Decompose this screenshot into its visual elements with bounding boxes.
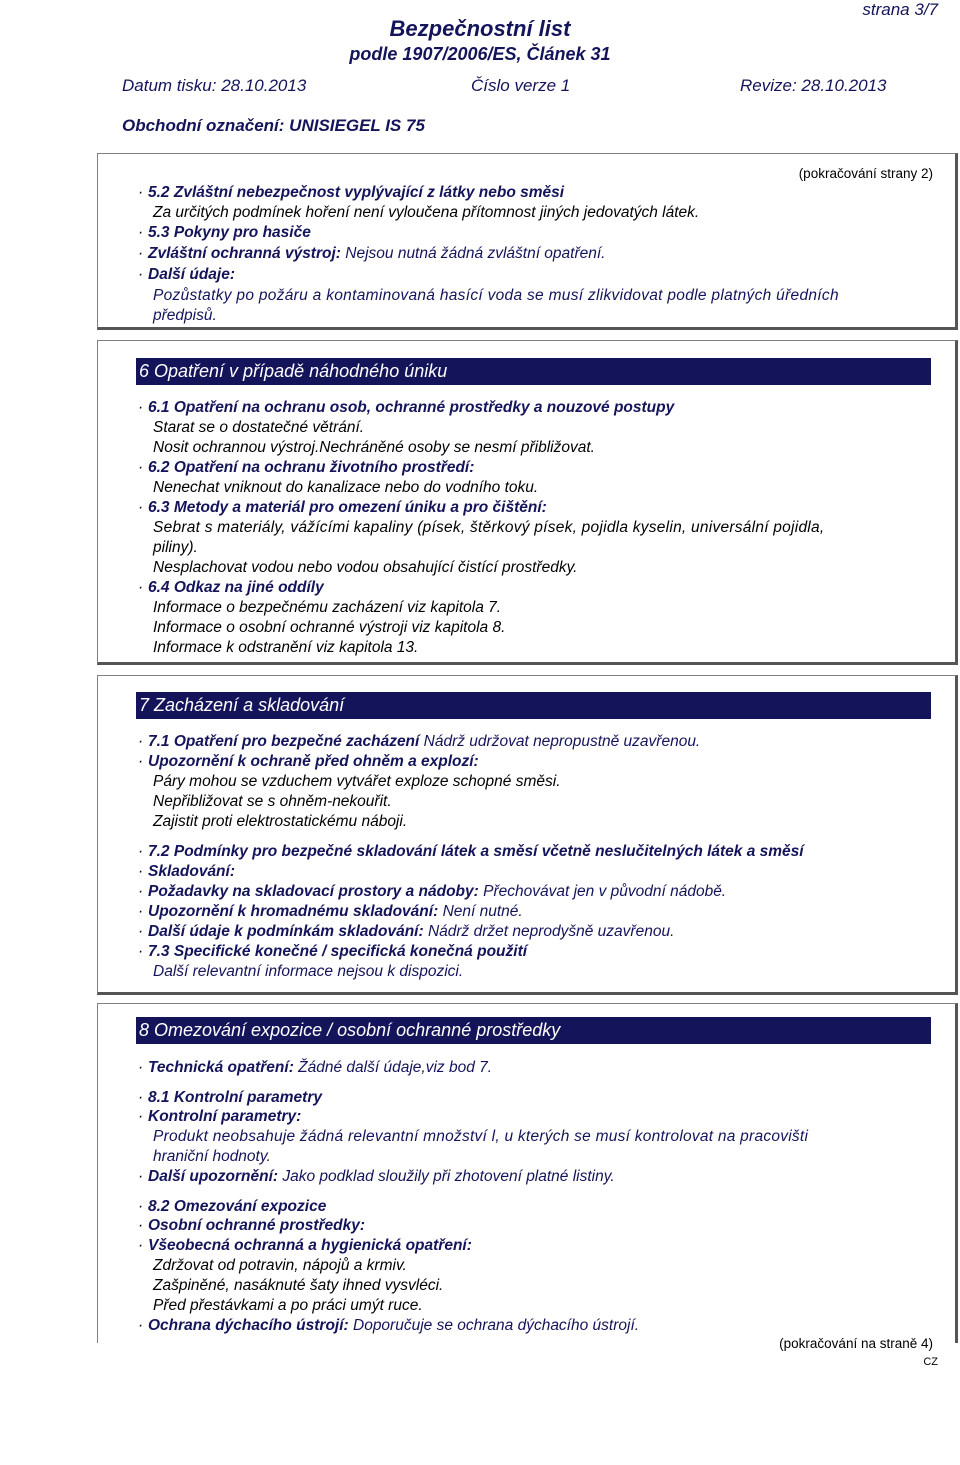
- document-subtitle: podle 1907/2006/ES, Článek 31: [349, 44, 611, 64]
- special-equipment: · Zvláštní ochranná výstroj: Nejsou nutná žádná zvláštní opatření.: [138, 245, 606, 262]
- s82-title: · 8.2 Omezování expozice: [138, 1198, 327, 1215]
- s52-title: · 5.2 Zvláštní nebezpečnost vyplývající z látky nebo směsi: [138, 184, 565, 201]
- revision-date: Revize: 28.10.2013: [740, 76, 887, 95]
- additional-info: · Další upozornění: Jako podklad sloužily při zhotovení platné listiny.: [138, 1168, 615, 1185]
- section-8-box: [97, 1003, 958, 1351]
- storage-label: · Skladování:: [138, 863, 235, 880]
- hygiene-line-1: Zdržovat od potravin, nápojů a krmiv.: [153, 1257, 407, 1274]
- control-parameters-line-2: hraniční hodnoty.: [153, 1148, 271, 1165]
- s81-title: · 8.1 Kontrolní parametry: [138, 1089, 322, 1106]
- further-info-text-1: Pozůstatky po požáru a kontaminovaná hasící voda se musí zlikvidovat podle platných úředních: [153, 287, 839, 304]
- fire-protection-label: · Upozornění k ochraně před ohněm a explozí:: [138, 753, 479, 770]
- storage-requirements: · Požadavky na skladovací prostory a nádoby: Přechovávat jen v původní nádobě.: [138, 883, 727, 900]
- s73-text: Další relevantní informace nejsou k dispozici.: [153, 963, 464, 980]
- hygiene-line-3: Před přestávkami a po práci umýt ruce.: [153, 1297, 423, 1314]
- control-parameters-label: · Kontrolní parametry:: [138, 1108, 302, 1125]
- fire-line-2: Nepřibližovat se s ohněm-nekouřit.: [153, 793, 392, 810]
- s63-line-2: piliny).: [153, 539, 198, 556]
- section-5-box: [97, 153, 958, 330]
- s61-line-2: Nosit ochrannou výstroj.Nechráněné osoby se nesmí přibližovat.: [153, 439, 595, 456]
- further-info-text-2: předpisů.: [153, 307, 217, 324]
- s64-line-1: Informace o bezpečnému zacházení viz kapitola 7.: [153, 599, 502, 616]
- page-number: strana 3/7: [862, 0, 938, 19]
- control-parameters-line-1: Produkt neobsahuje žádná relevantní množství l, u kterých se musí kontrolovat na pracovišti: [153, 1128, 809, 1145]
- s71-line: · 7.1 Opatření pro bezpečné zacházení Nádrž udržovat nepropustně uzavřenou.: [138, 733, 701, 750]
- s73-title: · 7.3 Specifické konečné / specifická konečná použití: [138, 943, 528, 960]
- s61-line-1: Starat se o dostatečné větrání.: [153, 419, 365, 436]
- ppe-label: · Osobní ochranné prostředky:: [138, 1217, 366, 1234]
- print-date: Datum tisku: 28.10.2013: [122, 76, 307, 95]
- continued-from-previous: (pokračování strany 2): [798, 166, 933, 181]
- respiratory-protection: · Ochrana dýchacího ústrojí: Doporučuje se ochrana dýchacího ústrojí.: [138, 1317, 640, 1334]
- s63-line-1: Sebrat s materiály, vážícími kapaliny (písek, štěrkový písek, pojidla kyselin, universální pojidla,: [153, 519, 825, 536]
- further-info-label: · Další údaje:: [138, 266, 235, 283]
- s72-title: · 7.2 Podmínky pro bezpečné skladování látek a směsí včetně neslučitelných látek a směsí: [138, 843, 804, 860]
- section-7-box: [97, 675, 958, 995]
- trade-name: Obchodní označení: UNISIEGEL IS 75: [122, 116, 425, 135]
- s62-title: · 6.2 Opatření na ochranu životního prostředí:: [138, 459, 475, 476]
- country-code: CZ: [923, 1356, 938, 1368]
- s52-text: Za určitých podmínek hoření není vyloučena přítomnost jiných jedovatých látek.: [153, 204, 700, 221]
- section-6-heading: 6 Opatření v případě náhodného úniku: [136, 358, 931, 385]
- section-6-box: [97, 340, 958, 665]
- storage-conditions: · Další údaje k podmínkám skladování: Nádrž držet neprodyšně uzavřenou.: [138, 923, 675, 940]
- version-number: Číslo verze 1: [471, 76, 571, 95]
- section-7-heading: 7 Zacházení a skladování: [136, 692, 931, 719]
- s53-title: · 5.3 Pokyny pro hasiče: [138, 224, 311, 241]
- document-title: Bezpečnostní list: [389, 16, 571, 41]
- hygiene-label: · Všeobecná ochranná a hygienická opatření:: [138, 1237, 472, 1254]
- hygiene-line-2: Zašpiněné, nasáknuté šaty ihned vysvléci.: [153, 1277, 444, 1294]
- fire-line-3: Zajistit proti elektrostatickému náboji.: [153, 813, 408, 830]
- joint-storage: · Upozornění k hromadnému skladování: Není nutné.: [138, 903, 523, 920]
- fire-line-1: Páry mohou se vzduchem vytvářet exploze schopné směsi.: [153, 773, 561, 790]
- s63-line-3: Nesplachovat vodou nebo vodou obsahující čistící prostředky.: [153, 559, 578, 576]
- continued-on-next: (pokračování na straně 4): [779, 1336, 933, 1351]
- s64-line-3: Informace k odstranění viz kapitola 13.: [153, 639, 419, 656]
- s62-line-1: Nenechat vniknout do kanalizace nebo do vodního toku.: [153, 479, 539, 496]
- technical-measures: · Technická opatření: Žádné další údaje,viz bod 7.: [138, 1059, 493, 1076]
- section-8-heading: 8 Omezování expozice / osobní ochranné prostředky: [136, 1017, 931, 1044]
- s64-line-2: Informace o osobní ochranné výstroji viz kapitola 8.: [153, 619, 506, 636]
- s64-title: · 6.4 Odkaz na jiné oddíly: [138, 579, 324, 596]
- s63-title: · 6.3 Metody a materiál pro omezení úniku a pro čištění:: [138, 499, 547, 516]
- s61-title: · 6.1 Opatření na ochranu osob, ochranné prostředky a nouzové postupy: [138, 399, 675, 416]
